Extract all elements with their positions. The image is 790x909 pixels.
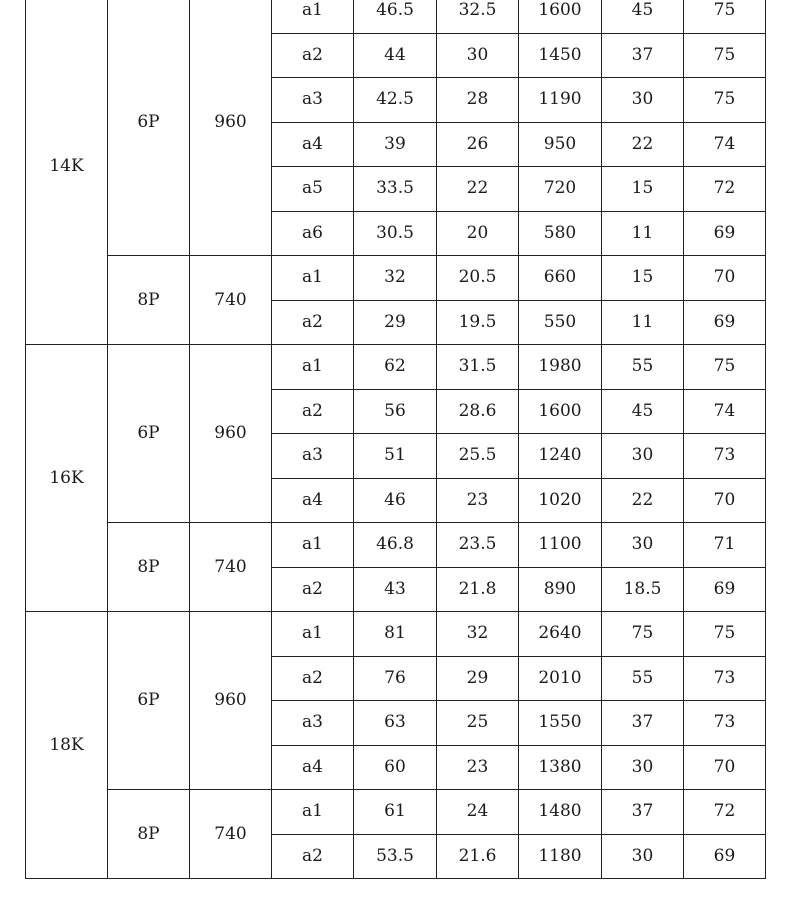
value-cell: 51 bbox=[354, 434, 437, 479]
table-row bbox=[26, 612, 766, 657]
code-cell: a1 bbox=[272, 790, 354, 835]
poles-cell: 8P bbox=[108, 256, 190, 345]
value-cell: 33.5 bbox=[354, 167, 437, 212]
table-row bbox=[26, 790, 766, 835]
value-cell: 69 bbox=[684, 567, 766, 612]
value-cell: 30 bbox=[602, 834, 684, 879]
value-cell: 32 bbox=[437, 612, 519, 657]
value-cell: 76 bbox=[354, 656, 437, 701]
speed-cell: 960 bbox=[190, 612, 272, 790]
code-cell: a4 bbox=[272, 478, 354, 523]
value-cell: 25 bbox=[437, 701, 519, 746]
value-cell: 580 bbox=[519, 211, 602, 256]
poles-cell: 8P bbox=[108, 790, 190, 879]
model-cell: 16K bbox=[26, 345, 108, 612]
value-cell: 37 bbox=[602, 790, 684, 835]
value-cell: 950 bbox=[519, 122, 602, 167]
value-cell: 31.5 bbox=[437, 345, 519, 390]
value-cell: 18.5 bbox=[602, 567, 684, 612]
value-cell: 37 bbox=[602, 33, 684, 78]
speed-cell: 740 bbox=[190, 790, 272, 879]
value-cell: 75 bbox=[684, 612, 766, 657]
poles-cell: 6P bbox=[108, 612, 190, 790]
code-cell: a1 bbox=[272, 523, 354, 568]
code-cell: a2 bbox=[272, 33, 354, 78]
value-cell: 75 bbox=[602, 612, 684, 657]
code-cell: a2 bbox=[272, 389, 354, 434]
value-cell: 21.8 bbox=[437, 567, 519, 612]
model-cell: 14K bbox=[26, 0, 108, 345]
value-cell: 70 bbox=[684, 478, 766, 523]
value-cell: 1240 bbox=[519, 434, 602, 479]
value-cell: 1020 bbox=[519, 478, 602, 523]
value-cell: 1380 bbox=[519, 745, 602, 790]
table-row bbox=[26, 345, 766, 390]
value-cell: 45 bbox=[602, 0, 684, 33]
value-cell: 1980 bbox=[519, 345, 602, 390]
value-cell: 2640 bbox=[519, 612, 602, 657]
code-cell: a3 bbox=[272, 78, 354, 123]
code-cell: a3 bbox=[272, 434, 354, 479]
value-cell: 69 bbox=[684, 211, 766, 256]
value-cell: 29 bbox=[354, 300, 437, 345]
value-cell: 550 bbox=[519, 300, 602, 345]
value-cell: 1480 bbox=[519, 790, 602, 835]
code-cell: a2 bbox=[272, 656, 354, 701]
code-cell: a3 bbox=[272, 701, 354, 746]
value-cell: 1100 bbox=[519, 523, 602, 568]
code-cell: a5 bbox=[272, 167, 354, 212]
value-cell: 1550 bbox=[519, 701, 602, 746]
value-cell: 20.5 bbox=[437, 256, 519, 301]
code-cell: a4 bbox=[272, 122, 354, 167]
value-cell: 43 bbox=[354, 567, 437, 612]
value-cell: 22 bbox=[602, 478, 684, 523]
code-cell: a1 bbox=[272, 0, 354, 33]
value-cell: 73 bbox=[684, 656, 766, 701]
value-cell: 71 bbox=[684, 523, 766, 568]
value-cell: 55 bbox=[602, 656, 684, 701]
value-cell: 63 bbox=[354, 701, 437, 746]
value-cell: 69 bbox=[684, 300, 766, 345]
value-cell: 60 bbox=[354, 745, 437, 790]
code-cell: a6 bbox=[272, 211, 354, 256]
value-cell: 55 bbox=[602, 345, 684, 390]
value-cell: 70 bbox=[684, 745, 766, 790]
value-cell: 75 bbox=[684, 0, 766, 33]
value-cell: 22 bbox=[437, 167, 519, 212]
value-cell: 53.5 bbox=[354, 834, 437, 879]
value-cell: 1190 bbox=[519, 78, 602, 123]
value-cell: 75 bbox=[684, 33, 766, 78]
value-cell: 28.6 bbox=[437, 389, 519, 434]
value-cell: 19.5 bbox=[437, 300, 519, 345]
value-cell: 32 bbox=[354, 256, 437, 301]
code-cell: a1 bbox=[272, 612, 354, 657]
value-cell: 15 bbox=[602, 167, 684, 212]
value-cell: 1600 bbox=[519, 389, 602, 434]
value-cell: 29 bbox=[437, 656, 519, 701]
value-cell: 11 bbox=[602, 211, 684, 256]
value-cell: 30 bbox=[602, 745, 684, 790]
value-cell: 890 bbox=[519, 567, 602, 612]
value-cell: 62 bbox=[354, 345, 437, 390]
value-cell: 81 bbox=[354, 612, 437, 657]
value-cell: 46.8 bbox=[354, 523, 437, 568]
code-cell: a2 bbox=[272, 300, 354, 345]
value-cell: 11 bbox=[602, 300, 684, 345]
value-cell: 72 bbox=[684, 790, 766, 835]
value-cell: 30 bbox=[602, 434, 684, 479]
value-cell: 23 bbox=[437, 745, 519, 790]
code-cell: a1 bbox=[272, 256, 354, 301]
value-cell: 74 bbox=[684, 389, 766, 434]
value-cell: 75 bbox=[684, 78, 766, 123]
spec-table bbox=[25, 0, 766, 879]
value-cell: 1450 bbox=[519, 33, 602, 78]
value-cell: 21.6 bbox=[437, 834, 519, 879]
value-cell: 69 bbox=[684, 834, 766, 879]
table-row bbox=[26, 523, 766, 568]
value-cell: 30.5 bbox=[354, 211, 437, 256]
speed-cell: 740 bbox=[190, 256, 272, 345]
code-cell: a2 bbox=[272, 834, 354, 879]
speed-cell: 960 bbox=[190, 0, 272, 256]
value-cell: 30 bbox=[602, 78, 684, 123]
value-cell: 73 bbox=[684, 434, 766, 479]
value-cell: 1600 bbox=[519, 0, 602, 33]
value-cell: 30 bbox=[602, 523, 684, 568]
value-cell: 39 bbox=[354, 122, 437, 167]
value-cell: 73 bbox=[684, 701, 766, 746]
value-cell: 22 bbox=[602, 122, 684, 167]
value-cell: 74 bbox=[684, 122, 766, 167]
poles-cell: 6P bbox=[108, 345, 190, 523]
value-cell: 25.5 bbox=[437, 434, 519, 479]
value-cell: 720 bbox=[519, 167, 602, 212]
value-cell: 26 bbox=[437, 122, 519, 167]
poles-cell: 6P bbox=[108, 0, 190, 256]
value-cell: 23 bbox=[437, 478, 519, 523]
value-cell: 42.5 bbox=[354, 78, 437, 123]
value-cell: 660 bbox=[519, 256, 602, 301]
value-cell: 46.5 bbox=[354, 0, 437, 33]
speed-cell: 960 bbox=[190, 345, 272, 523]
value-cell: 61 bbox=[354, 790, 437, 835]
value-cell: 56 bbox=[354, 389, 437, 434]
value-cell: 70 bbox=[684, 256, 766, 301]
value-cell: 44 bbox=[354, 33, 437, 78]
value-cell: 23.5 bbox=[437, 523, 519, 568]
value-cell: 75 bbox=[684, 345, 766, 390]
value-cell: 46 bbox=[354, 478, 437, 523]
table-row bbox=[26, 0, 766, 33]
value-cell: 72 bbox=[684, 167, 766, 212]
value-cell: 15 bbox=[602, 256, 684, 301]
code-cell: a4 bbox=[272, 745, 354, 790]
code-cell: a2 bbox=[272, 567, 354, 612]
value-cell: 45 bbox=[602, 389, 684, 434]
speed-cell: 740 bbox=[190, 523, 272, 612]
model-cell: 18K bbox=[26, 612, 108, 879]
value-cell: 37 bbox=[602, 701, 684, 746]
value-cell: 20 bbox=[437, 211, 519, 256]
value-cell: 24 bbox=[437, 790, 519, 835]
value-cell: 2010 bbox=[519, 656, 602, 701]
code-cell: a1 bbox=[272, 345, 354, 390]
poles-cell: 8P bbox=[108, 523, 190, 612]
value-cell: 30 bbox=[437, 33, 519, 78]
value-cell: 32.5 bbox=[437, 0, 519, 33]
spec-table-body bbox=[26, 0, 766, 879]
value-cell: 28 bbox=[437, 78, 519, 123]
value-cell: 1180 bbox=[519, 834, 602, 879]
table-row bbox=[26, 256, 766, 301]
